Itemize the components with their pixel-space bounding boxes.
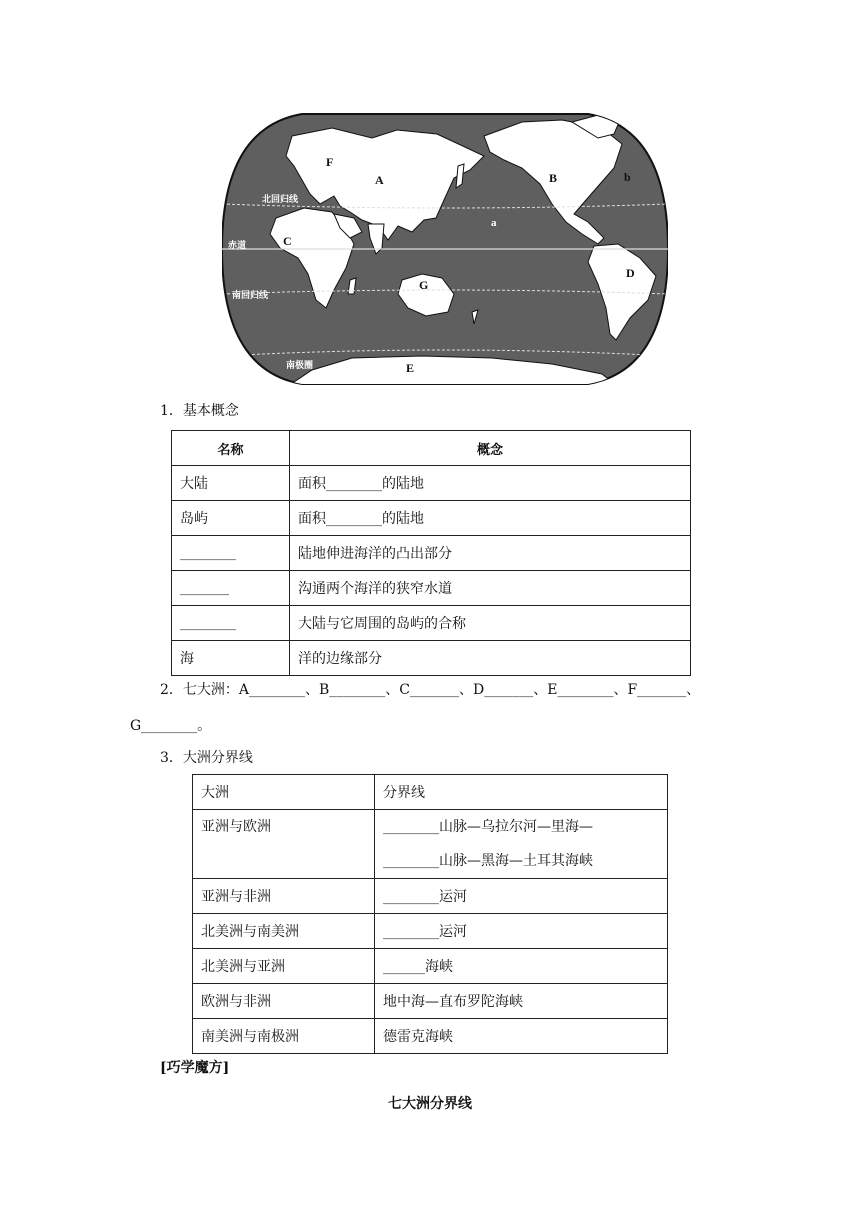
table-row: [193, 949, 668, 984]
label-a: a: [491, 217, 497, 229]
cell-concept: 面积________的陆地: [290, 466, 691, 501]
table-row: [193, 810, 668, 879]
cell-continents: 北美洲与南美洲: [193, 914, 375, 949]
table-row: [172, 571, 691, 606]
table-row: [193, 1019, 668, 1054]
table-row: [172, 501, 691, 536]
cell-continents: [193, 810, 375, 879]
world-map: [222, 108, 668, 390]
label-tropic-of-capricorn: 南回归线: [232, 291, 269, 301]
boundary-line-2: ________山脉—黑海—土耳其海峡: [383, 853, 593, 869]
label-A: A: [375, 173, 384, 187]
label-C: C: [283, 234, 292, 248]
cell-continents: 南美洲与南极洲: [193, 1019, 375, 1054]
cell-continents-text: 亚洲与欧洲: [201, 819, 271, 835]
basic-concepts-table: [171, 430, 691, 676]
cell-name: 海: [172, 641, 290, 676]
cell-concept: 沟通两个海洋的狭窄水道: [290, 571, 691, 606]
tip-title: 七大洲分界线: [388, 1096, 472, 1112]
label-tropic-of-cancer: 北回归线: [262, 195, 299, 205]
table-row: [172, 606, 691, 641]
cell-boundary: 德雷克海峡: [375, 1019, 668, 1054]
table-row: [172, 641, 691, 676]
label-equator: 赤道: [228, 241, 247, 251]
cell-concept: 陆地伸进海洋的凸出部分: [290, 536, 691, 571]
cell-name: ________: [172, 606, 290, 641]
boundary-line-1: ________山脉—乌拉尔河—里海—: [383, 819, 593, 835]
section2-line2: G________。: [130, 718, 212, 734]
section3-heading: 3．大洲分界线: [160, 750, 253, 766]
cell-boundary: ________运河: [375, 914, 668, 949]
cell-boundary: ________运河: [375, 879, 668, 914]
table-row: [172, 466, 691, 501]
header-name: 名称: [172, 431, 290, 466]
continent-boundaries-table: [192, 774, 668, 1054]
cell-name: ________: [172, 536, 290, 571]
cell-concept: 大陆与它周围的岛屿的合称: [290, 606, 691, 641]
cell-boundary: ______海峡: [375, 949, 668, 984]
table-row: [193, 984, 668, 1019]
cell-continents: 欧洲与非洲: [193, 984, 375, 1019]
cell-name: 岛屿: [172, 501, 290, 536]
table-row: [193, 879, 668, 914]
table-row: [193, 914, 668, 949]
cell-boundary: [375, 810, 668, 879]
table-header-row: [193, 775, 668, 810]
table-row: [172, 536, 691, 571]
section1-heading: 1．基本概念: [160, 403, 239, 419]
cell-name: _______: [172, 571, 290, 606]
label-F: F: [326, 155, 334, 169]
cell-name: 大陆: [172, 466, 290, 501]
cell-concept: 面积________的陆地: [290, 501, 691, 536]
cell-boundary: 地中海—直布罗陀海峡: [375, 984, 668, 1019]
tip-label: [巧学魔方]: [160, 1060, 230, 1076]
label-antarctic-circle: 南极圈: [286, 361, 314, 371]
label-B: B: [549, 171, 558, 185]
cell-continents: 北美洲与亚洲: [193, 949, 375, 984]
world-map-svg: [222, 108, 668, 390]
header-concept: 概念: [290, 431, 691, 466]
header-boundary: 分界线: [375, 775, 668, 810]
label-D: D: [626, 266, 635, 280]
header-continents: 大洲: [193, 775, 375, 810]
label-b: b: [624, 170, 631, 184]
cell-continents: 亚洲与非洲: [193, 879, 375, 914]
table-header-row: [172, 431, 691, 466]
cell-concept: 洋的边缘部分: [290, 641, 691, 676]
label-G: G: [419, 278, 429, 292]
section2-line1: 2．七大洲：A________、B________、C_______、D_______、E________、F_______、: [160, 682, 701, 698]
label-E: E: [406, 361, 415, 375]
